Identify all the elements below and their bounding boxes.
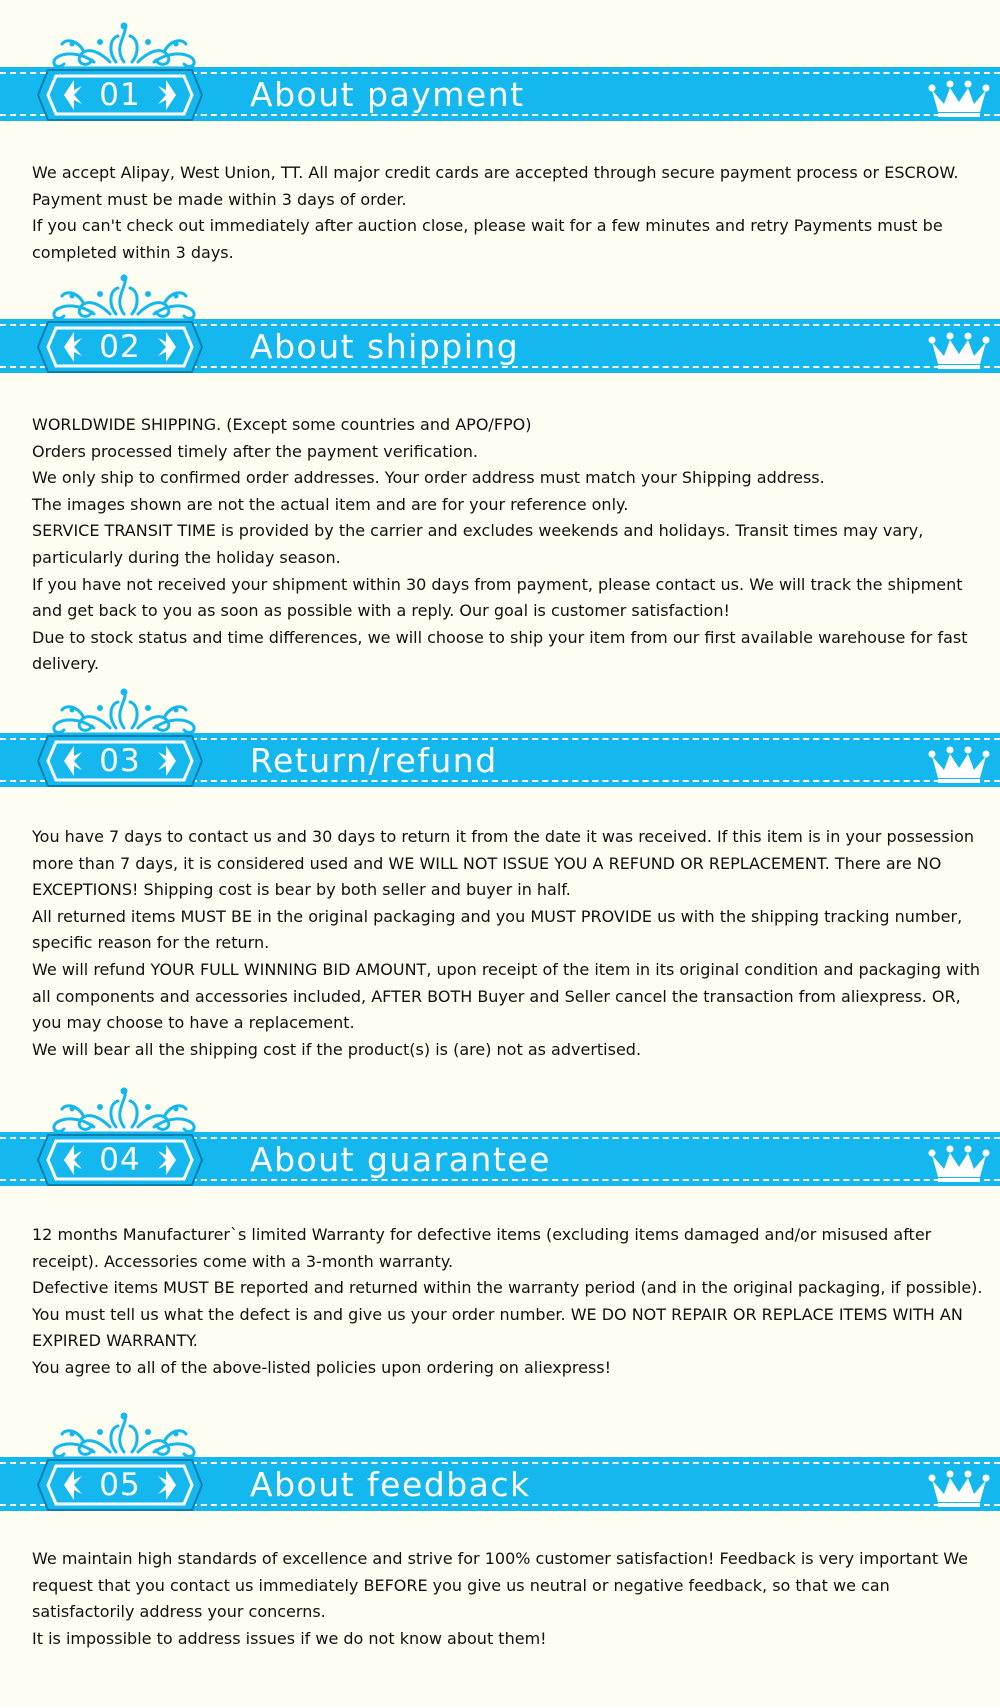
section-banner — [0, 0, 1000, 118]
section-banner — [0, 1065, 1000, 1183]
paragraph: Payment must be made within 3 days of order. — [32, 189, 407, 209]
paragraph: Defective items MUST BE reported and returned within the warranty period (and in the original packaging, if possible). You must tell us what the defect is and give us your order number. WE DO NOT REPAIR OR REPLACE ITEMS WITH AN EXPIRED WARRANTY. — [32, 1278, 983, 1351]
paragraph: The images shown are not the actual item and are for your reference only. — [32, 494, 629, 514]
section-banner — [0, 1390, 1000, 1508]
section-body — [32, 824, 992, 1063]
paragraph: Orders processed timely after the payment verification. — [32, 441, 478, 461]
section-title: About feedback — [250, 1465, 531, 1504]
paragraph: WORLDWIDE SHIPPING. (Except some countries and APO/FPO) — [32, 415, 532, 434]
section-banner — [0, 666, 1000, 784]
section-title: About shipping — [250, 327, 520, 366]
crown-icon — [928, 744, 990, 784]
section-title: Return/refund — [250, 741, 498, 780]
scroll-ornament-icon — [44, 1087, 204, 1135]
section-number: 04 — [99, 1142, 141, 1178]
crown-icon — [928, 78, 990, 118]
section-body — [32, 1546, 992, 1652]
section-number: 01 — [99, 77, 141, 113]
crown-icon — [928, 330, 990, 370]
crown-icon — [928, 1468, 990, 1508]
section-number: 02 — [99, 329, 141, 365]
paragraph: You agree to all of the above-listed policies upon ordering on aliexpress! — [32, 1357, 612, 1377]
paragraph: We accept Alipay, West Union, TT. All major credit cards are accepted through secure payment process or ESCROW. — [32, 163, 959, 182]
paragraph: We will bear all the shipping cost if the product(s) is (are) not as advertised. — [32, 1039, 642, 1059]
paragraph: We will refund YOUR FULL WINNING BID AMOUNT, upon receipt of the item in its original condition and packaging with all components and accessories included, AFTER BOTH Buyer and Seller cancel the transaction from aliexpress. OR, you may choose to have a replacement. — [32, 959, 980, 1033]
section-number: 05 — [99, 1467, 141, 1503]
section-body — [32, 412, 992, 678]
scroll-ornament-icon — [44, 688, 204, 736]
section-number: 03 — [99, 743, 141, 779]
scroll-ornament-icon — [44, 274, 204, 322]
paragraph: If you can't check out immediately after auction close, please wait for a few minutes and retry Payments must be completed within 3 days. — [32, 216, 943, 262]
section-title: About guarantee — [250, 1140, 551, 1179]
scroll-ornament-icon — [44, 1412, 204, 1460]
paragraph: 12 months Manufacturer`s limited Warranty for defective items (excluding items damaged and/or misused after receipt). Accessories come with a 3-month warranty. — [32, 1225, 932, 1271]
paragraph: If you have not received your shipment within 30 days from payment, please contact us. We will track the shipment and get back to you as soon as possible with a reply. Our goal is customer satisfaction! — [32, 574, 963, 621]
paragraph: All returned items MUST BE in the original packaging and you MUST PROVIDE us with the shipping tracking number, specific reason for the return. — [32, 906, 963, 953]
section-body — [32, 1222, 992, 1382]
paragraph: You have 7 days to contact us and 30 days to return it from the date it was received. If this item is in your possession more than 7 days, it is considered used and WE WILL NOT ISSUE YOU A REFUND OR REPLACEMENT. There are NO EXCEPTIONS! Shipping cost is bear by both seller and buyer in half. — [32, 827, 975, 900]
paragraph: We maintain high standards of excellence and strive for 100% customer satisfaction! Feedback is very important We request that you contact us immediately BEFORE you give us neutral or negative feedback, so that we can satisfactorily address your concerns. — [32, 1549, 968, 1622]
crown-icon — [928, 1143, 990, 1183]
paragraph: Due to stock status and time differences, we will choose to ship your item from our first available warehouse for fast delivery. — [32, 627, 968, 674]
paragraph: SERVICE TRANSIT TIME is provided by the carrier and excludes weekends and holidays. Transit times may vary, particularly during the holiday season. — [32, 521, 924, 567]
scroll-ornament-icon — [44, 22, 204, 70]
section-banner — [0, 252, 1000, 370]
section-title: About payment — [250, 75, 525, 114]
paragraph: It is impossible to address issues if we do not know about them! — [32, 1628, 547, 1648]
section-body — [32, 160, 992, 266]
paragraph: We only ship to confirmed order addresses. Your order address must match your Shipping address. — [32, 468, 825, 488]
